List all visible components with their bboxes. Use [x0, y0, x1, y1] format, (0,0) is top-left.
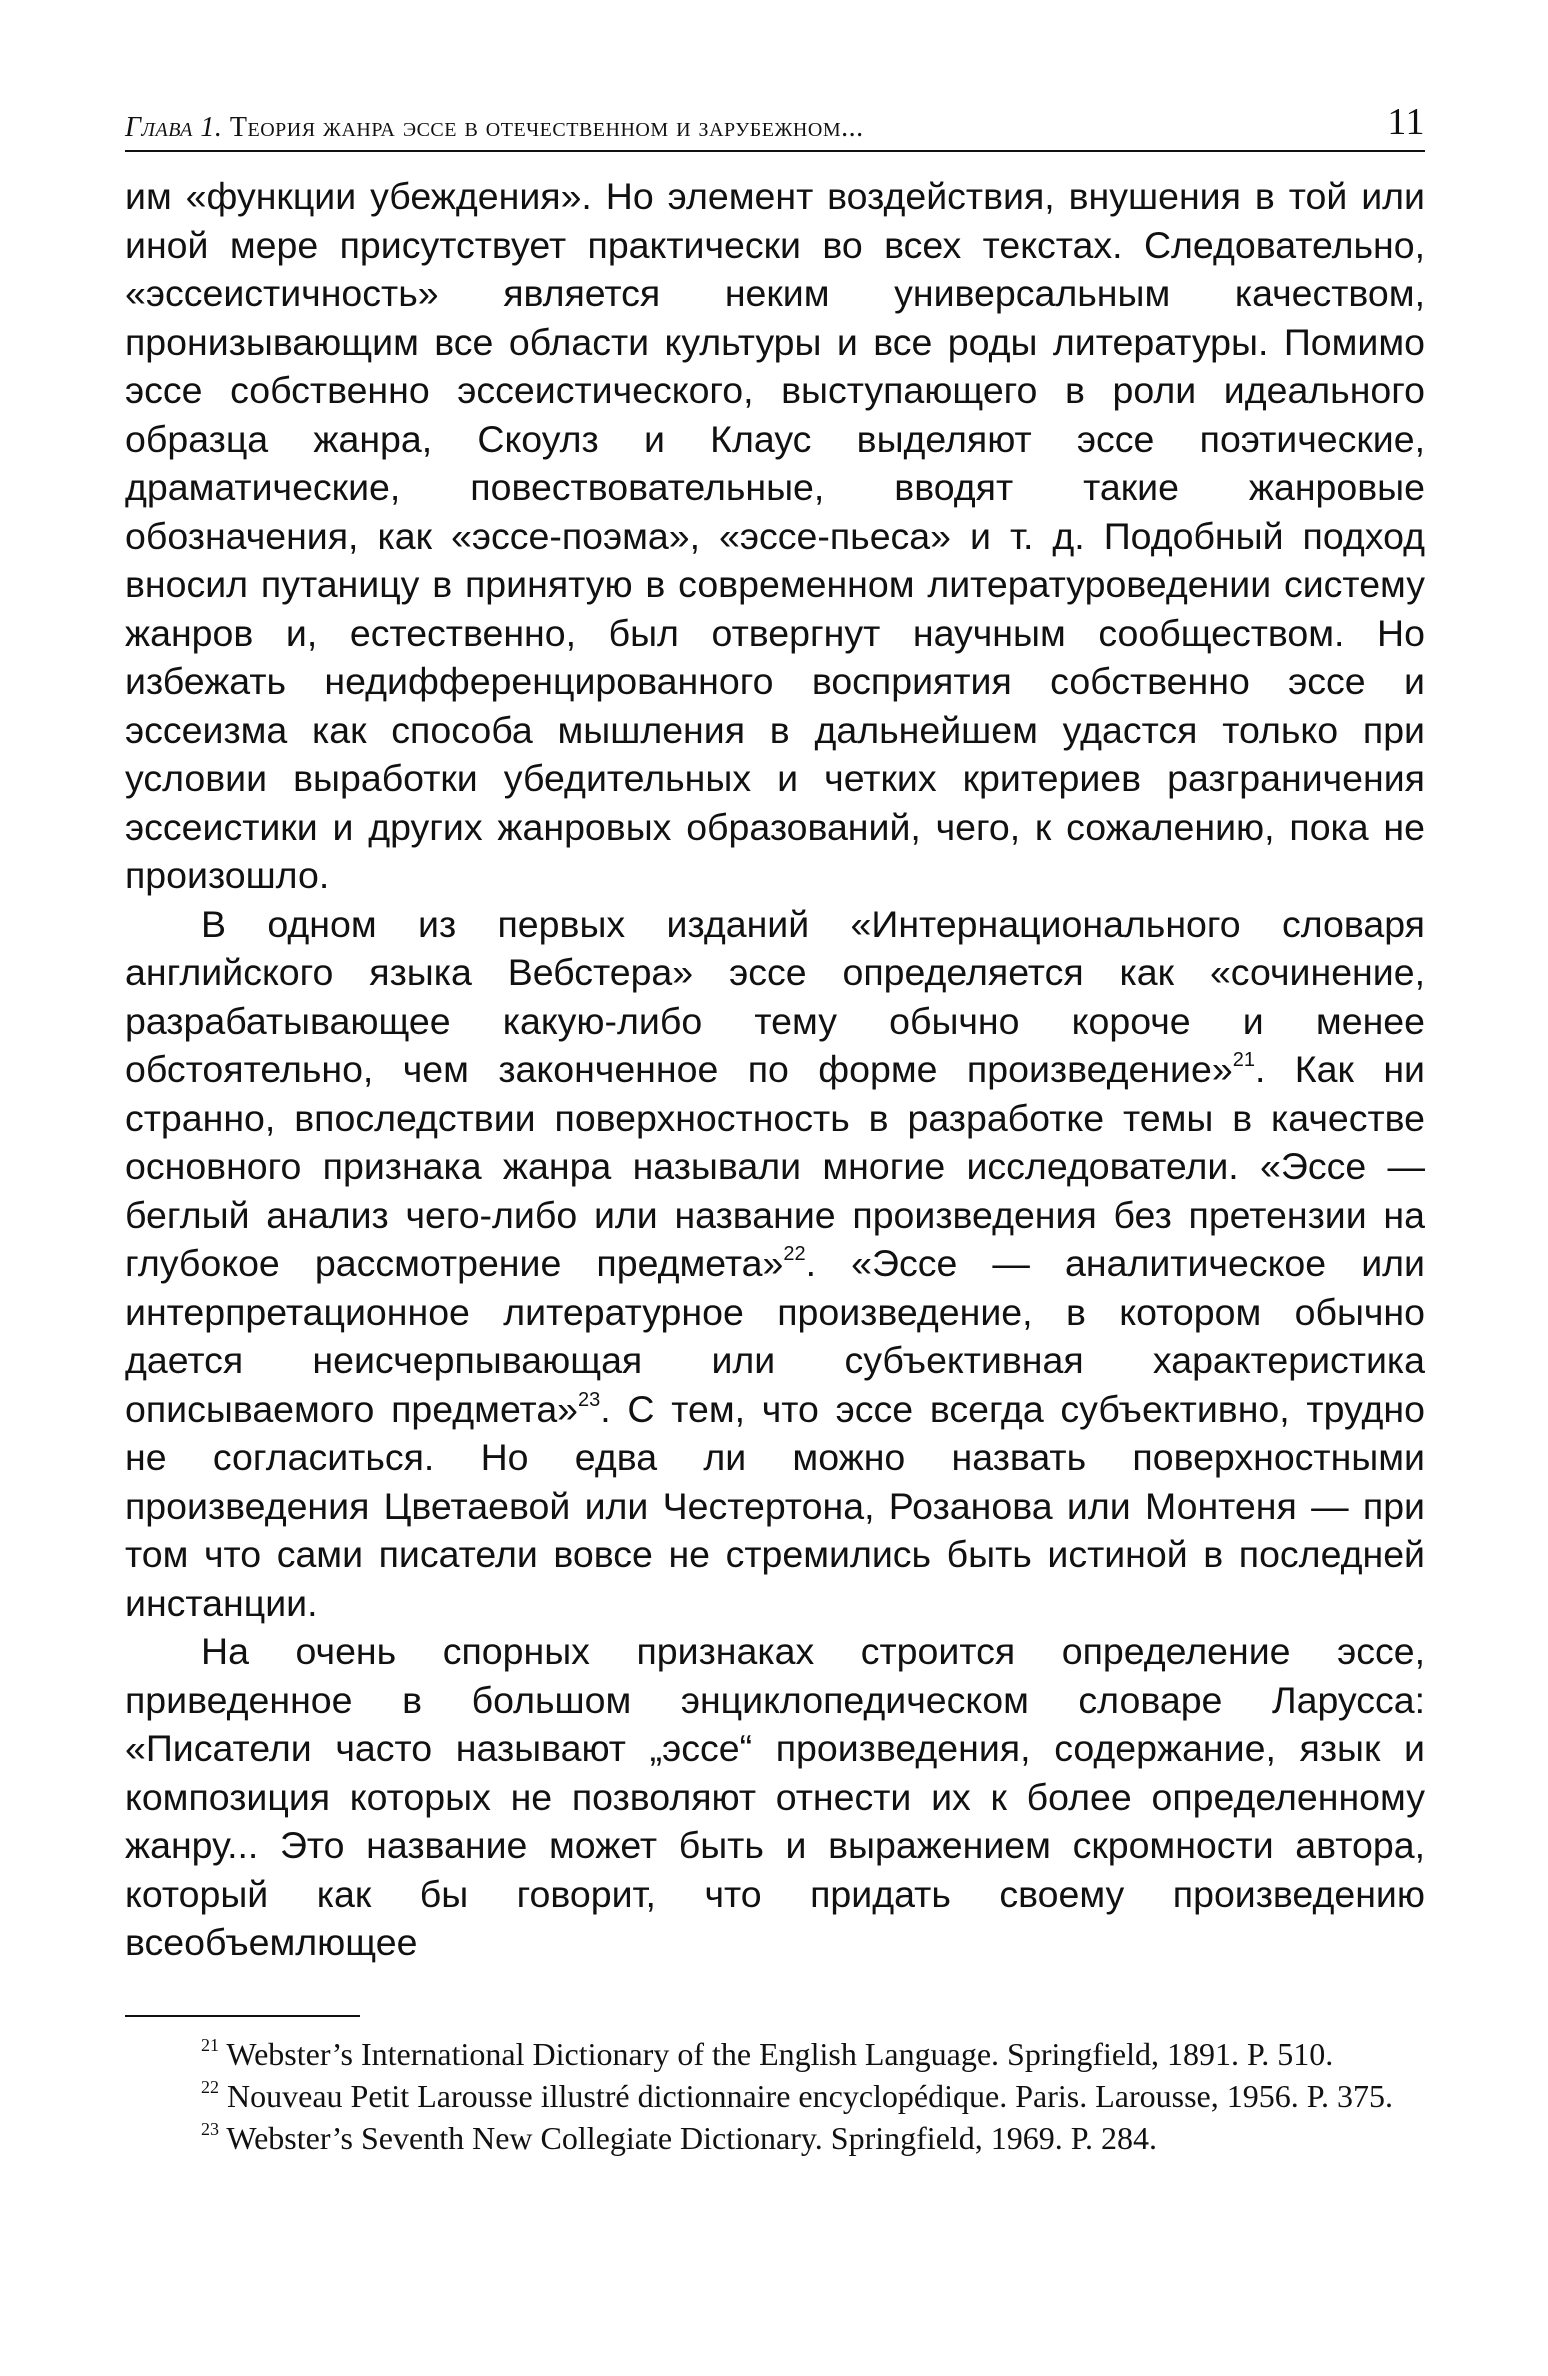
footnotes — [125, 2033, 1425, 2159]
footnote-number: 21 — [201, 2034, 219, 2055]
paragraph-1: им «функции убеждения». Но элемент воздействия, внушения в той или иной мере присутствует практически во всех текстах. Следовательно, «эссеистичность» является неким универсальным качеством, пронизывающим все области культуры и все роды литературы. Помимо эссе собственно эссеистического, выступающего в роли идеального образца жанра, Скоулз и Клаус выделяют эссе поэтические, драматические, повествовательные, вводят такие жанровые обозначения, как «эссе-поэма», «эссе-пьеса» и т. д. Подобный подход вносил путаницу в принятую в современном литературоведении систему жанров и, естественно, был отвергнут научным сообществом. Но избежать недифференцированного восприятия собственно эссе и эссеизма как способа мышления в дальнейшем удастся только при условии выработки убедительных и четких критериев разграничения эссеистики и других жанровых образований, чего, к сожалению, пока не произошло. — [125, 175, 1425, 896]
paragraph-2-part-b: . Как ни странно, впоследствии поверхностность в разработке темы в качестве основного признака жанра называли многие исследователи. «Эссе — беглый анализ чего-либо или название произведения без претензии на глубокое рассмотрение предмета» — [125, 1048, 1425, 1284]
footnote-text: Webster’s International Dictionary of the English Language. Springfield, 1891. P. 510. — [226, 2035, 1334, 2072]
footnote-ref-21: 21 — [1232, 1049, 1255, 1071]
paragraph-3: На очень спорных признаках строится определение эссе, приведенное в большом энциклопедическом словаре Ларусса: «Писатели часто называют „эссе“ произведения, содержание, язык и композиция которых не позволяют отнести их к более определенному жанру... Это название может быть и выражением скромности автора, который как бы говорит, что придать своему произведению всеобъемлющее — [125, 1630, 1425, 1963]
footnote-number: 23 — [201, 2118, 219, 2139]
chapter-label: Глава 1. — [125, 112, 223, 143]
main-text — [125, 172, 1425, 1967]
footnote-text: Webster’s Seventh New Collegiate Dictionary. Springfield, 1969. P. 284. — [226, 2119, 1158, 2156]
header-text — [125, 112, 864, 144]
paragraph-2-part-c: . «Эссе — аналитическое или интерпретационное литературное произведение, в котором обычно дается неисчерпывающая или субъективная характеристика описываемого предмета» — [125, 1242, 1425, 1430]
footnote-22 — [125, 2075, 1425, 2117]
paragraph-2-part-d: . С тем, что эссе всегда субъективно, трудно не согласиться. Но едва ли можно назвать поверхностными произведения Цветаевой или Честертона, Розанова или Монтеня — при том что сами писатели вовсе не стремились быть истиной в последней инстанции. — [125, 1387, 1425, 1624]
footnote-ref-22: 22 — [783, 1243, 806, 1265]
footnote-number: 22 — [201, 2076, 219, 2097]
footnote-ref-23: 23 — [578, 1388, 601, 1411]
running-header — [125, 100, 1425, 152]
footnote-separator — [125, 2015, 360, 2017]
footnote-21 — [125, 2033, 1425, 2075]
page-number: 11 — [1387, 101, 1425, 143]
footnote-text: Nouveau Petit Larousse illustré dictionnaire encyclopédique. Paris. Larousse, 1956. P. 375. — [227, 2077, 1393, 2114]
book-page — [125, 100, 1425, 2159]
paragraph-2 — [125, 900, 1425, 1628]
chapter-title: Теория жанра эссе в отечественном и зарубежном... — [229, 112, 864, 143]
footnote-23 — [125, 2117, 1425, 2159]
paragraph-2-part-a: В одном из первых изданий «Интернационального словаря английского языка Вебстера» эссе определяется как «сочинение, разрабатывающее какую-либо тему обычно короче и менее обстоятельно, чем законченное по форме произведение» — [125, 902, 1425, 1090]
